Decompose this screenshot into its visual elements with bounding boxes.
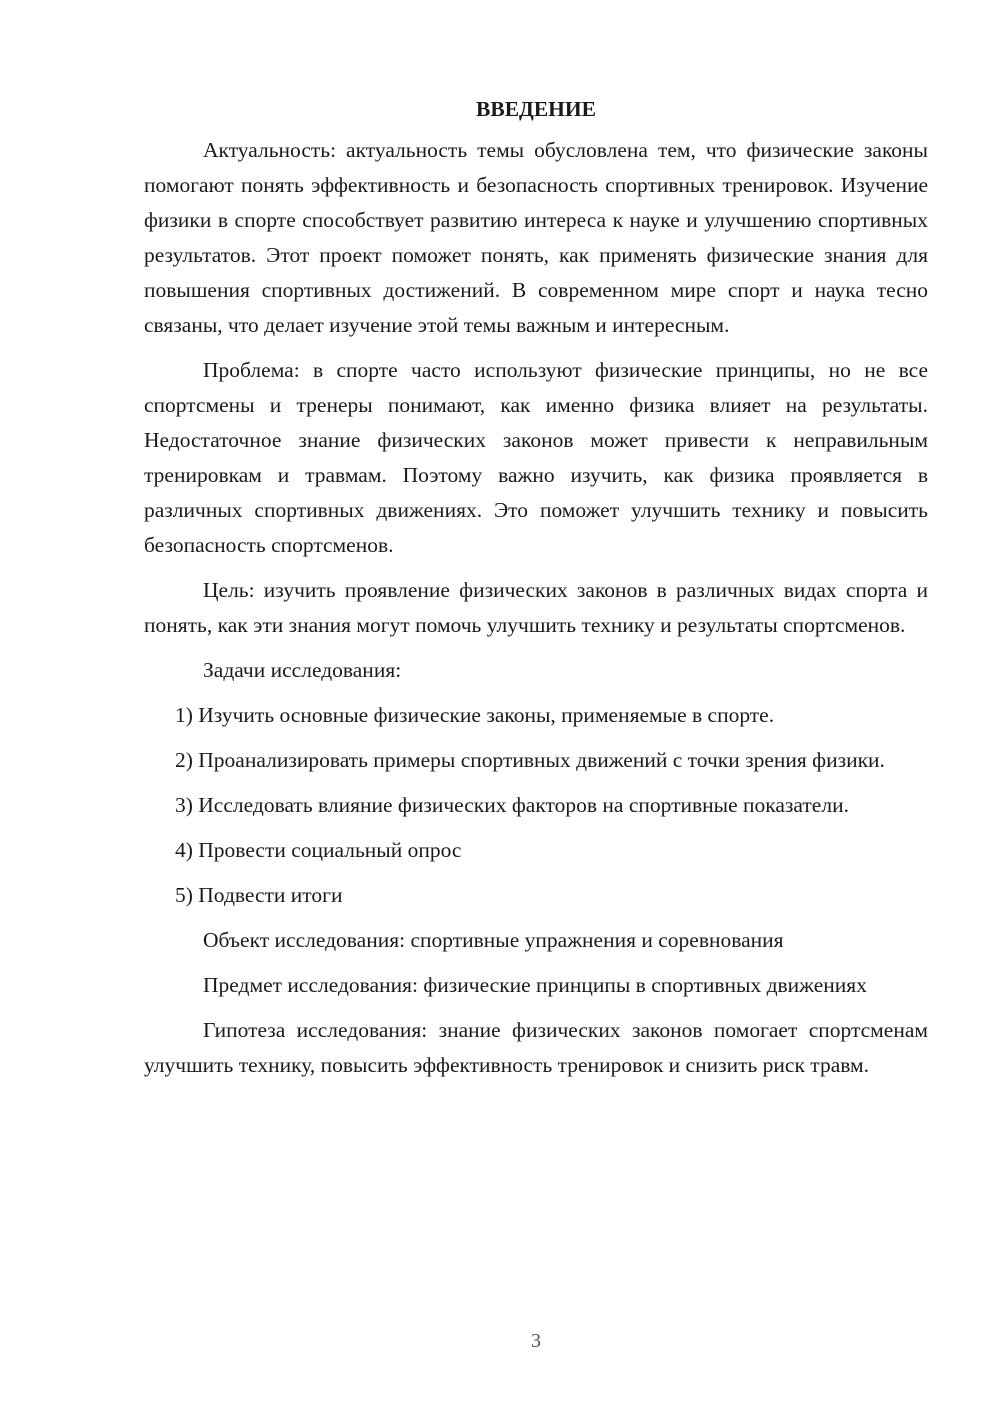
task-item-3: 3) Исследовать влияние физических факторов на спортивные показатели. [175, 793, 849, 817]
task-item-2: 2) Проанализировать примеры спортивных движений с точки зрения физики. [175, 748, 885, 772]
document-page [144, 92, 928, 1093]
object-paragraph: Объект исследования: спортивные упражнения и соревнования [203, 928, 784, 952]
page-number: 3 [531, 1330, 541, 1352]
subject-paragraph: Предмет исследования: физические принципы в спортивных движениях [203, 973, 867, 997]
relevance-paragraph: Актуальность: актуальность темы обусловлена тем, что физические законы помогают понять эффективность и безопасность спортивных тренировок. Изучение физики в спорте способствует развитию интереса к науке и улучшению спортивных результатов. Этот проект поможет понять, как применять физические знания для повышения спортивных достижений. В современном мире спорт и наука тесно связаны, что делает изучение этой темы важным и интересным. [144, 138, 928, 337]
goal-paragraph: Цель: изучить проявление физических законов в различных видах спорта и понять, как эти знания могут помочь улучшить технику и результаты спортсменов. [144, 578, 928, 637]
hypothesis-paragraph: Гипотеза исследования: знание физических законов помогает спортсменам улучшить технику, повысить эффективность тренировок и снизить риск травм. [144, 1018, 928, 1077]
problem-paragraph: Проблема: в спорте часто используют физические принципы, но не все спортсмены и тренеры понимают, как именно физика влияет на результаты. Недостаточное знание физических законов может привести к неправильным тренировкам и травмам. Поэтому важно изучить, как физика проявляется в различных спортивных движениях. Это поможет улучшить технику и повысить безопасность спортсменов. [144, 358, 928, 557]
tasks-heading: Задачи исследования: [203, 658, 402, 682]
page-title: ВВЕДЕНИЕ [476, 97, 596, 121]
task-item-5: 5) Подвести итоги [175, 883, 343, 907]
task-item-4: 4) Провести социальный опрос [175, 838, 462, 862]
task-item-1: 1) Изучить основные физические законы, применяемые в спорте. [175, 703, 775, 727]
